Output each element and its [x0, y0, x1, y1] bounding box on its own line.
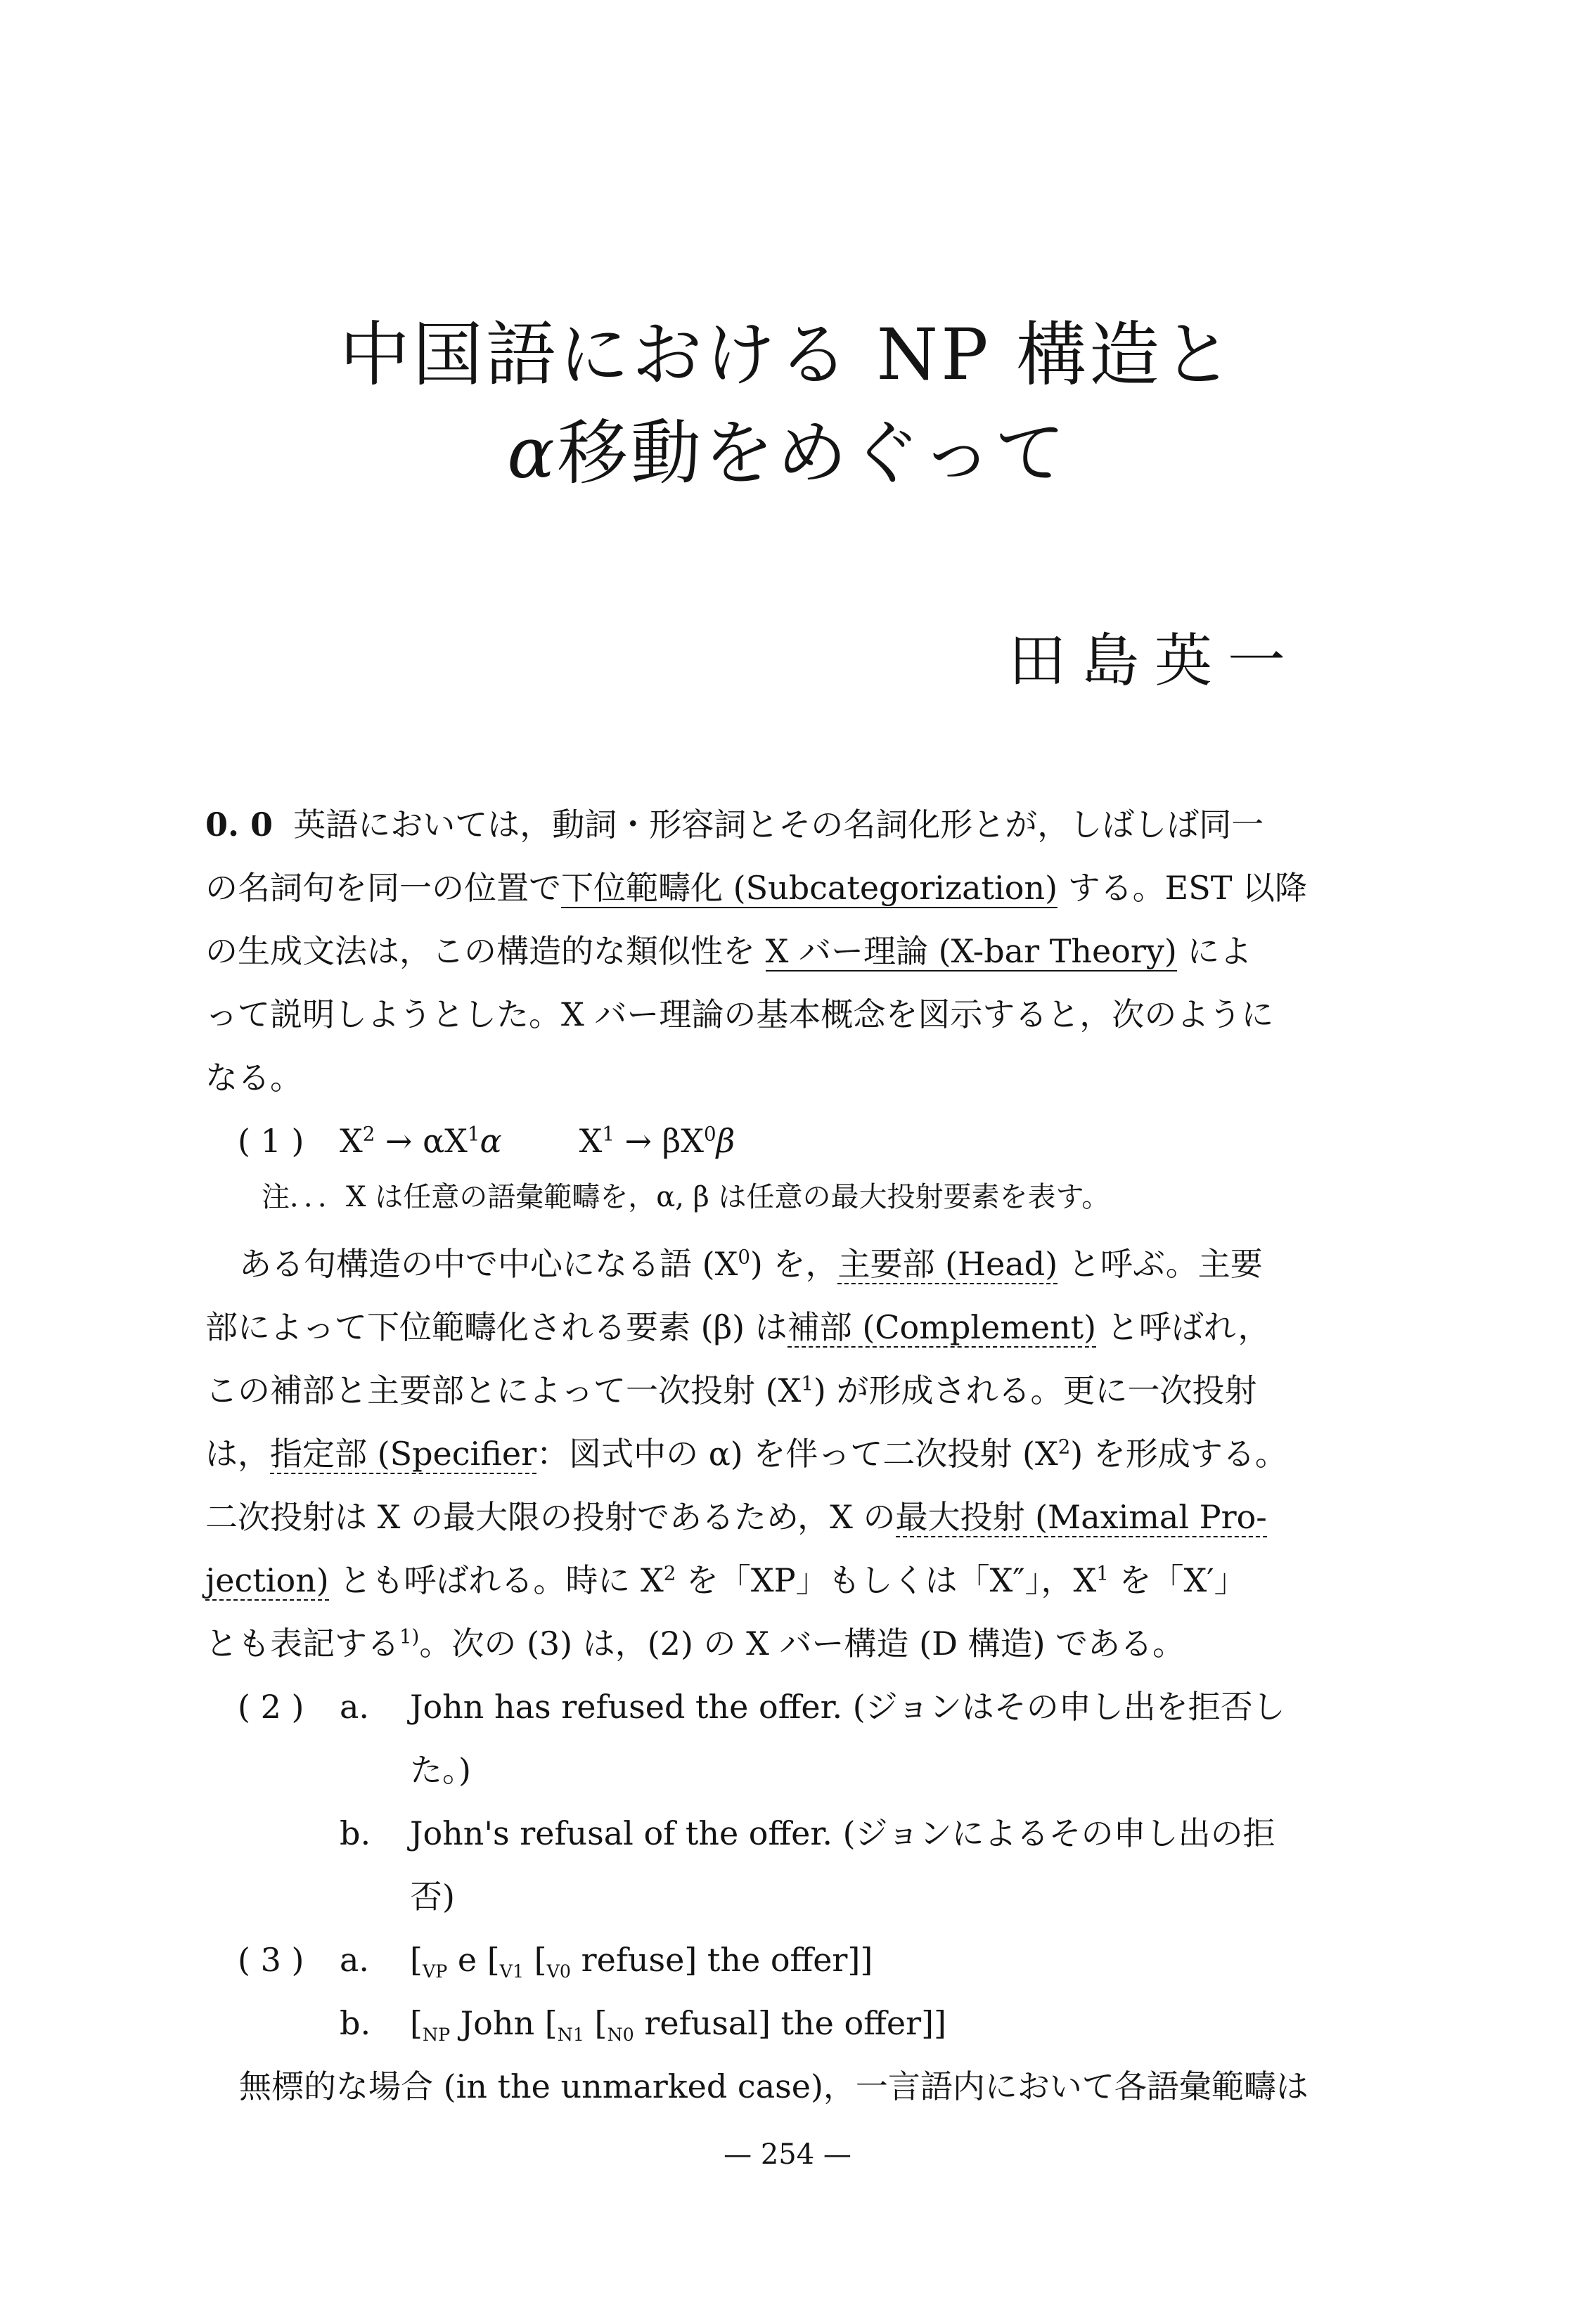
example-2-b-cont: 否): [410, 1878, 455, 1916]
example-2-b: b. John's refusal of the offer. (ジョンによるその申し出の拒: [340, 1814, 1275, 1852]
page-number: — 254 —: [724, 2138, 851, 2171]
term-head: 主要部 (Head): [837, 1245, 1058, 1283]
rule-2: $X^1 \to \beta X^0\beta$: [579, 1122, 735, 1160]
example-3-label: ( 3 ): [238, 1941, 304, 1979]
para-line-4: は，指定部 (Specifier：図式中の α) を伴って二次投射 $(X^2)$ を形成する。: [205, 1435, 1287, 1473]
title-line-2: [0, 412, 1575, 494]
para-line-3: この補部と主要部とによって一次投射 $(X^1)$ が形成される。更に一次投射: [205, 1371, 1257, 1409]
example-3-b: b. [$_{NP}$ John [$_{N1}$ [$_{N0}$ refusal] the offer]]: [340, 2004, 946, 2045]
author-name: 田島英一: [1008, 628, 1301, 695]
term-complement: 補部 (Complement): [787, 1308, 1097, 1346]
last-line: 無標的な場合 (in the unmarked case)，一言語内において各語彙範疇は: [239, 2067, 1309, 2105]
para-line-1: ある句構造の中で中心になる語 $(X^0)$ を，主要部 (Head) と呼ぶ。主要: [239, 1245, 1263, 1283]
section-line-4: って説明しようとした。X バー理論の基本概念を図示すると，次のように: [205, 995, 1274, 1033]
para-line-2: 部によって下位範疇化される要素 (β) は補部 (Complement) と呼ばれ，: [205, 1308, 1271, 1346]
para-line-7: とも表記する$^{1)}$。次の (3) は，(2) の X バー構造 (D 構造) である。: [205, 1625, 1185, 1663]
para-line-6: jection) とも呼ばれる。時に $X^2$ を「XP」もしくは「X″」，$X^1$ を「X′」: [205, 1561, 1247, 1599]
example-2-a-cont: た。): [410, 1751, 471, 1789]
term-x-bar-theory: X バー理論 (X-bar Theory): [765, 932, 1177, 970]
example-1: [238, 1122, 735, 1160]
note: 注．．．X は任意の語彙範疇を，α, β は任意の最大投射要素を表す。: [262, 1181, 1110, 1213]
footnote-ref-1: 1): [399, 1625, 420, 1648]
term-maximal-projection: 最大投射 (Maximal Pro-: [895, 1498, 1267, 1536]
term-maximal-projection-cont: jection): [205, 1561, 329, 1599]
title-alpha: α: [507, 412, 558, 494]
rule-1: $X^2 \to \alpha X^1\alpha$: [340, 1122, 502, 1160]
para-line-5: 二次投射は X の最大限の投射であるため，X の最大投射 (Maximal Pro-: [205, 1498, 1267, 1536]
term-specifier: 指定部 (Specifier: [270, 1435, 537, 1473]
example-3-a: ( 3 ) a. [$_{VP}$ e [$_{V1}$ [$_{V0}$ refuse] the offer]]: [238, 1941, 873, 1982]
title-line-1: 中国語における NP 構造と: [339, 314, 1236, 396]
section-line-1: 0. 0 英語においては，動詞・形容詞とその名詞化形とが，しばしば同一: [205, 806, 1264, 844]
example-2-label: ( 2 ): [238, 1688, 304, 1726]
section-line-5: なる。: [205, 1059, 302, 1097]
section-number: 0. 0: [205, 806, 274, 844]
title-line-2-rest: 移動をめぐって: [557, 412, 1068, 494]
term-subcategorization: 下位範疇化 (Subcategorization): [561, 869, 1058, 907]
example-1-label: ( 1 ): [238, 1122, 304, 1160]
example-2-a: ( 2 ) a. John has refused the offer. (ジョンはその申し出を拒否し: [238, 1688, 1285, 1726]
section-line-2: の名詞句を同一の位置で下位範疇化 (Subcategorization) する。EST 以降: [205, 869, 1308, 907]
section-line-3: の生成文法は，この構造的な類似性を X バー理論 (X-bar Theory) によ: [205, 932, 1252, 970]
